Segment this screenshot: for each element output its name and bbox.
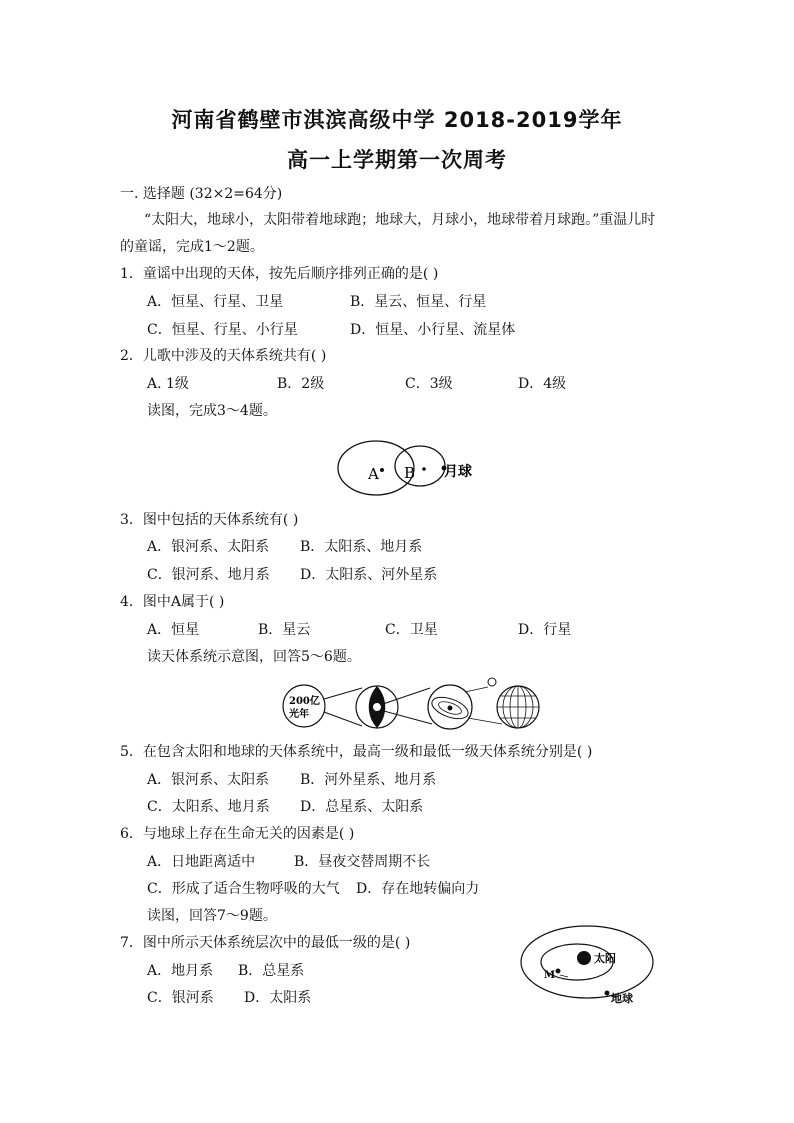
q6-option-b: B．昼夜交替周期不长 (294, 854, 431, 870)
q4-option-c: C．卫星 (385, 622, 438, 638)
q5-option-c: C．太阳系、地月系 (147, 799, 270, 815)
q2-option-b: B．2级 (277, 376, 325, 392)
q5-option-d: D．总星系、太阳系 (300, 799, 424, 815)
fig1-label-moon: 月球 (444, 464, 472, 480)
q3-option-c: C．银河系、地月系 (147, 567, 270, 583)
fig1-label-b: B (404, 464, 416, 482)
read-instruction-3: 读图，回答7～9题。 (147, 908, 277, 924)
q1-option-c: C．恒星、行星、小行星 (147, 322, 298, 338)
q7-option-b: B．总星系 (238, 963, 305, 979)
figure-earth-moon-system (330, 436, 480, 501)
read-instruction-1: 读图，完成3～4题。 (147, 403, 277, 419)
q6-option-a: A．日地距离适中 (147, 854, 256, 870)
section-label: 一. 选择题 (32×2=64分) (120, 186, 283, 202)
title-line2: 高一上学期第一次周考 (287, 148, 507, 172)
fig2-label-top: 200亿 (289, 696, 320, 707)
q2-option-c: C．3级 (405, 376, 453, 392)
q2-stem: 2．儿歌中涉及的天体系统共有( ) (120, 348, 327, 364)
q4-stem: 4．图中A属于( ) (120, 594, 225, 610)
figure-solar-orbit (515, 920, 665, 1010)
q1-option-d: D．恒星、小行星、流星体 (350, 322, 516, 338)
q6-option-d: D．存在地转偏向力 (356, 881, 480, 897)
q2-option-a: A. 1级 (147, 376, 189, 392)
q4-option-b: B．星云 (258, 622, 311, 638)
fig3-label-earth: 地球 (611, 992, 633, 1005)
q2-option-d: D．4级 (518, 376, 567, 392)
q4-option-d: D．行星 (518, 622, 572, 638)
q3-option-a: A．银河系、太阳系 (147, 539, 270, 555)
q1-stem: 1．童谣中出现的天体，按先后顺序排列正确的是( ) (120, 266, 439, 282)
q6-option-c: C．形成了适合生物呼吸的大气 (147, 881, 340, 897)
intro-line2: 的童谣，完成1～2题。 (120, 239, 264, 255)
q1-option-a: A．恒星、行星、卫星 (147, 294, 284, 310)
q5-stem: 5．在包含太阳和地球的天体系统中，最高一级和最低一级天体系统分别是( ) (120, 744, 593, 760)
q7-option-a: A．地月系 (147, 963, 214, 979)
q3-stem: 3．图中包括的天体系统有( ) (120, 512, 299, 528)
q5-option-b: B．河外星系、地月系 (300, 772, 437, 788)
title-line1: 河南省鹤壁市淇滨高级中学 2018-2019学年 (171, 108, 623, 132)
q7-option-d: D．太阳系 (244, 990, 312, 1006)
q1-option-b: B．星云、恒星、行星 (350, 294, 487, 310)
q4-option-a: A．恒星 (147, 622, 200, 638)
fig3-label-sun: 太阳 (594, 952, 616, 965)
intro-line1: “太阳大，地球小，太阳带着地球跑；地球大，月球小，地球带着月球跑。”重温儿时 (144, 212, 656, 228)
q5-option-a: A．银河系、太阳系 (147, 772, 270, 788)
figure-celestial-hierarchy (280, 674, 550, 736)
q3-option-b: B．太阳系、地月系 (300, 539, 423, 555)
fig3-label-m: M (544, 970, 556, 981)
fig1-label-a: A (368, 465, 379, 483)
q6-stem: 6．与地球上存在生命无关的因素是( ) (120, 826, 355, 842)
fig2-label-bottom: 光年 (289, 709, 309, 720)
read-instruction-2: 读天体系统示意图，回答5～6题。 (147, 649, 361, 665)
q7-stem: 7．图中所示天体系统层次中的最低一级的是( ) (120, 935, 411, 951)
q3-option-d: D．太阳系、河外星系 (300, 567, 438, 583)
q7-option-c: C．银河系 (147, 990, 214, 1006)
